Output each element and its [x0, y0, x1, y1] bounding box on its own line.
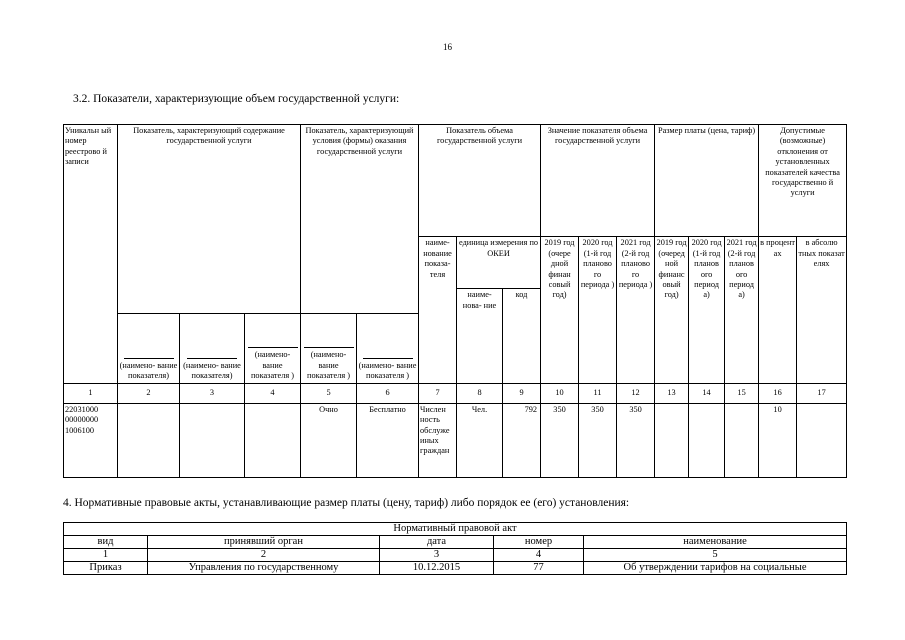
- column-number: 15: [725, 383, 759, 403]
- acts-cell-authority: Управления по государственному: [148, 562, 380, 575]
- legal-acts-table: [63, 522, 847, 575]
- header-fee-size: Размер платы (цена, тариф): [655, 125, 759, 237]
- header-2020-fee: 2020 год (1-й год планов ого период а): [689, 237, 725, 383]
- header-deviation: Допустимые (возможные) отклонения от установленных показателей качества государственно й услуги: [759, 125, 847, 237]
- cell-content-2: [180, 403, 245, 477]
- column-number: 7: [419, 383, 457, 403]
- column-number: 4: [245, 383, 301, 403]
- acts-cell-number: 77: [494, 562, 584, 575]
- section-heading-3-2: 3.2. Показатели, характеризующие объем государственной услуги:: [73, 93, 400, 105]
- header-subname-4: (наимено- вание показателя ): [301, 313, 357, 383]
- header-volume-indicator: Показатель объема государственной услуги: [419, 125, 541, 237]
- header-conditions-spacer-2: [301, 289, 419, 313]
- column-number: 1: [64, 383, 118, 403]
- cell-condition-1: Очно: [301, 403, 357, 477]
- header-content-indicator: Показатель, характеризующий содержание государственной услуги: [118, 125, 301, 237]
- cell-content-1: [118, 403, 180, 477]
- column-number: 13: [655, 383, 689, 403]
- header-content-spacer: [118, 237, 301, 289]
- header-absolute: в абсолю тных показат елях: [797, 237, 847, 383]
- column-number: 8: [457, 383, 503, 403]
- header-percent: в процент ах: [759, 237, 797, 383]
- header-content-spacer-2: [118, 289, 301, 313]
- acts-column-number: 5: [584, 549, 847, 562]
- column-number: 17: [797, 383, 847, 403]
- header-2021-fee: 2021 год (2-й год планов ого период а): [725, 237, 759, 383]
- header-2020-volume: 2020 год (1-й год планово го периода ): [579, 237, 617, 383]
- column-number: 6: [357, 383, 419, 403]
- acts-column-number: 1: [64, 549, 148, 562]
- section-heading-4: 4. Нормативные правовые акты, устанавливающие размер платы (цену, тариф) либо порядок ее (его) установления:: [63, 497, 630, 509]
- acts-cell-date: 10.12.2015: [380, 562, 494, 575]
- column-number: 10: [541, 383, 579, 403]
- acts-header-authority: принявший орган: [148, 536, 380, 549]
- cell-percent: 10: [759, 403, 797, 477]
- header-unit-name: наиме- нова- ние: [457, 289, 503, 383]
- column-number: 12: [617, 383, 655, 403]
- header-2021-volume: 2021 год (2-й год планово го периода ): [617, 237, 655, 383]
- cell-2021-volume: 350: [617, 403, 655, 477]
- cell-unique-number: 22031000 00000000 1006100: [64, 403, 118, 477]
- cell-indicator-name: Числен ность обслуже иных граждан: [419, 403, 457, 477]
- cell-2021-fee: [725, 403, 759, 477]
- column-number: 9: [503, 383, 541, 403]
- header-conditions-indicator: Показатель, характеризующий условия (формы) оказания государственной услуги: [301, 125, 419, 237]
- acts-column-number: 3: [380, 549, 494, 562]
- page-number: 16: [443, 42, 452, 52]
- acts-cell-name: Об утверждении тарифов на социальные: [584, 562, 847, 575]
- cell-unit-name: Чел.: [457, 403, 503, 477]
- acts-header-type: вид: [64, 536, 148, 549]
- header-unique-number: Уникальн ый номер реестрово й записи: [64, 125, 118, 384]
- acts-column-number: 2: [148, 549, 380, 562]
- acts-header-name: наименование: [584, 536, 847, 549]
- header-subname-5: (наимено- вание показателя ): [357, 313, 419, 383]
- header-subname-3: (наимено- вание показателя ): [245, 313, 301, 383]
- column-number: 3: [180, 383, 245, 403]
- volume-indicators-table: [63, 124, 847, 478]
- acts-header-number: номер: [494, 536, 584, 549]
- header-subname-1: (наимено- вание показателя): [118, 313, 180, 383]
- header-volume-value: Значение показателя объема государственной услуги: [541, 125, 655, 237]
- cell-2020-volume: 350: [579, 403, 617, 477]
- column-number: 16: [759, 383, 797, 403]
- header-conditions-spacer: [301, 237, 419, 289]
- cell-2019-volume: 350: [541, 403, 579, 477]
- column-number: 5: [301, 383, 357, 403]
- acts-cell-type: Приказ: [64, 562, 148, 575]
- acts-column-number: 4: [494, 549, 584, 562]
- cell-2020-fee: [689, 403, 725, 477]
- cell-absolute: [797, 403, 847, 477]
- acts-header-date: дата: [380, 536, 494, 549]
- cell-unit-code: 792: [503, 403, 541, 477]
- column-number: 2: [118, 383, 180, 403]
- cell-content-3: [245, 403, 301, 477]
- header-unit-code: код: [503, 289, 541, 383]
- acts-title: Нормативный правовой акт: [64, 523, 847, 536]
- header-unit: единица измерения по ОКЕИ: [457, 237, 541, 289]
- column-number: 14: [689, 383, 725, 403]
- header-2019-fee: 2019 год (очеред ной финанс овый год): [655, 237, 689, 383]
- cell-2019-fee: [655, 403, 689, 477]
- header-2019-volume: 2019 год (очере дной финан совый год): [541, 237, 579, 383]
- cell-condition-2: Бесплатно: [357, 403, 419, 477]
- header-indicator-name: наиме- нование показа- теля: [419, 237, 457, 383]
- header-subname-2: (наимено- вание показателя): [180, 313, 245, 383]
- table-row: [64, 403, 847, 477]
- table-row: [64, 562, 847, 575]
- column-number: 11: [579, 383, 617, 403]
